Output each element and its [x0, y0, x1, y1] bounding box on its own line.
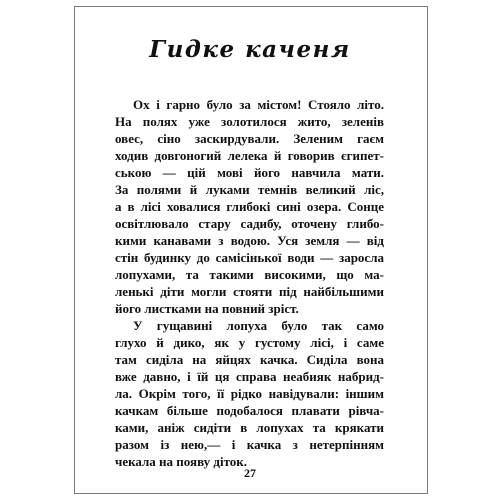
text-line: ходив довгоногий лелека й говорив єгипет- — [115, 148, 384, 163]
text-line: глухо й дико, як у густому лісі, і саме — [115, 335, 384, 350]
text-line: ками, аніж сидіти в лопухах та крякати — [115, 420, 384, 435]
text-line: стін будинку до самісінької води — заросла — [115, 250, 384, 265]
text-line: ленькі діти могли стояти під найбільшими — [115, 284, 384, 299]
text-line: лопухами, та такими високими, що ма- — [115, 267, 384, 282]
text-line: овес, сіно заскирдували. Зеленим гаєм — [115, 131, 384, 146]
text-line: Ох і гарно було за містом! Стояло літо. — [133, 97, 384, 112]
text-line: його листками на повний зріст. — [115, 301, 299, 316]
text-line: качкам більше подобалося плавати рівча- — [115, 403, 384, 418]
text-line: а в лісі ховалися глибокі сині озера. Сонце — [115, 199, 384, 214]
text-line: вже давно, і їй ця справа неабияк набрид- — [115, 369, 384, 384]
text-line: чекала на появу діток. — [115, 454, 248, 469]
text-line: У гущавині лопуха було так само — [133, 318, 384, 333]
text-line: ською — цій мові його навчила мати. — [115, 165, 384, 180]
text-line: ла. Окрім того, її рідко навідували: іншим — [115, 386, 384, 401]
text-line: За полями й луками темнів великий ліс, — [115, 182, 384, 197]
chapter-title: Гидке каченя — [149, 36, 351, 63]
text-line: На полях уже золотилося жито, зеленів — [115, 114, 384, 129]
text-line: кими канавами з водою. Уся земля — від — [115, 233, 384, 248]
text-line: там сиділа на яйцях качка. Сиділа вона — [115, 352, 384, 367]
text-line: разом із нею,— і качка з нетерпінням — [115, 437, 384, 452]
text-line: освітлювало стару садибу, оточену глибо- — [115, 216, 384, 231]
page-number: 27 — [244, 466, 256, 480]
